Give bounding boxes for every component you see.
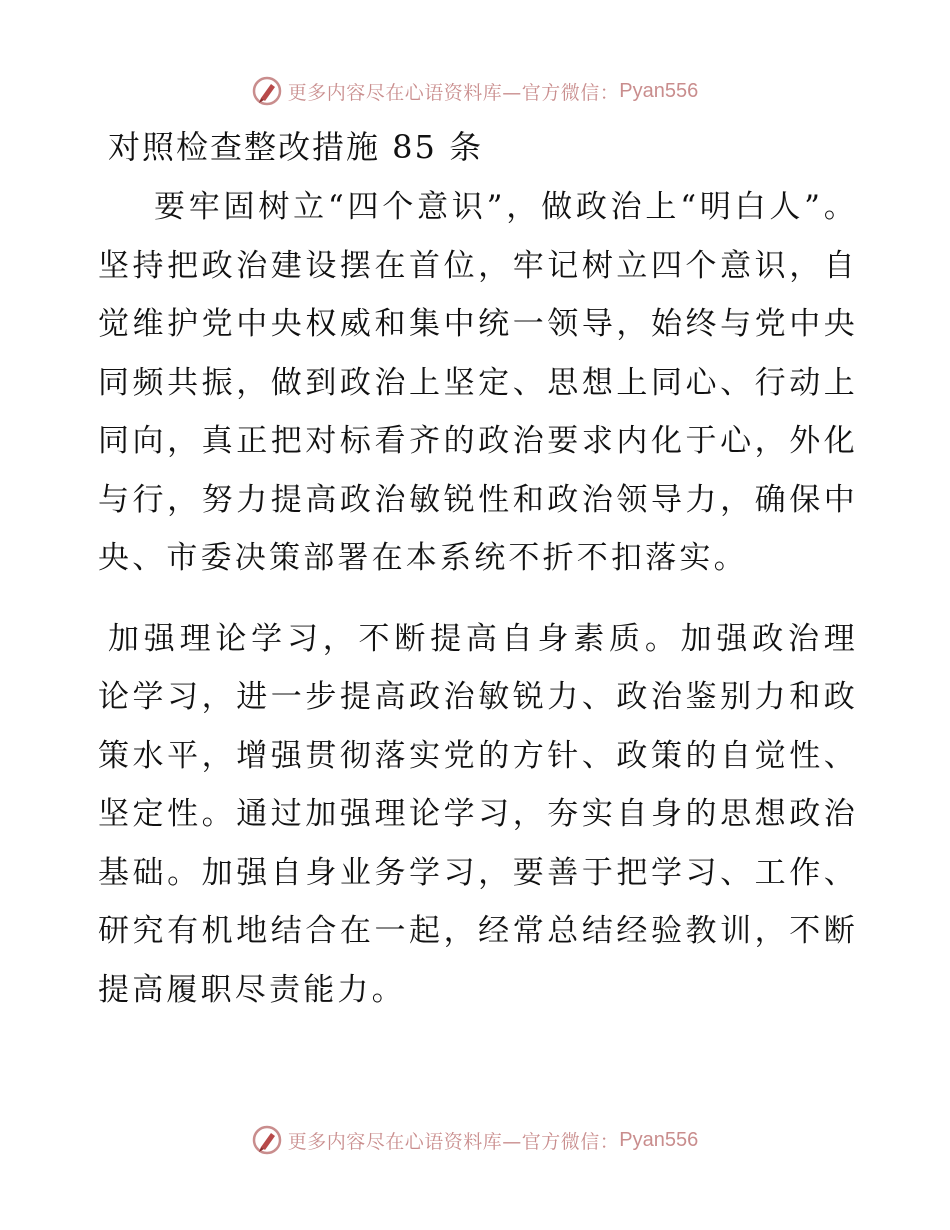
- banner-account: Pyan556: [619, 79, 699, 102]
- footer-banner: [0, 1120, 950, 1160]
- pen-nib-logo-icon: [252, 1125, 282, 1155]
- paragraph-1: 要牢固树立“四个意识”，做政治上“明白人”。坚持把政治建设摆在首位，牢记树立四个意识，自觉维护党中央权威和集中统一领导，始终与党中央同频共振，做到政治上坚定、思想上同心、行动上同向，真正把对标看齐的政治要求内化于心，外化与行，努力提高政治敏锐性和政治领导力，确保中央、市委决策部署在本系统不折不扣落实。: [98, 189, 858, 576]
- banner-account: Pyan556: [619, 1128, 699, 1151]
- paragraph-2: 加强理论学习，不断提高自身素质。加强政治理论学习，进一步提高政治敏锐力、政治鉴别力和政策水平，增强贯彻落实党的方针、政策的自觉性、坚定性。通过加强理论学习，夯实自身的思想政治基础。加强自身业务学习，要善于把学习、工作、研究有机地结合在一起，经常总结经验教训，不断提高履职尽责能力。: [98, 620, 858, 1008]
- pen-nib-logo-icon: [252, 76, 282, 106]
- banner-text: 更多内容尽在心语资料库—官方微信：: [287, 1130, 620, 1153]
- document-title: 对照检查整改措施 85 条: [108, 128, 484, 166]
- document-body: [98, 118, 858, 1041]
- header-banner: [0, 71, 950, 111]
- banner-text: 更多内容尽在心语资料库—官方微信：: [287, 81, 620, 104]
